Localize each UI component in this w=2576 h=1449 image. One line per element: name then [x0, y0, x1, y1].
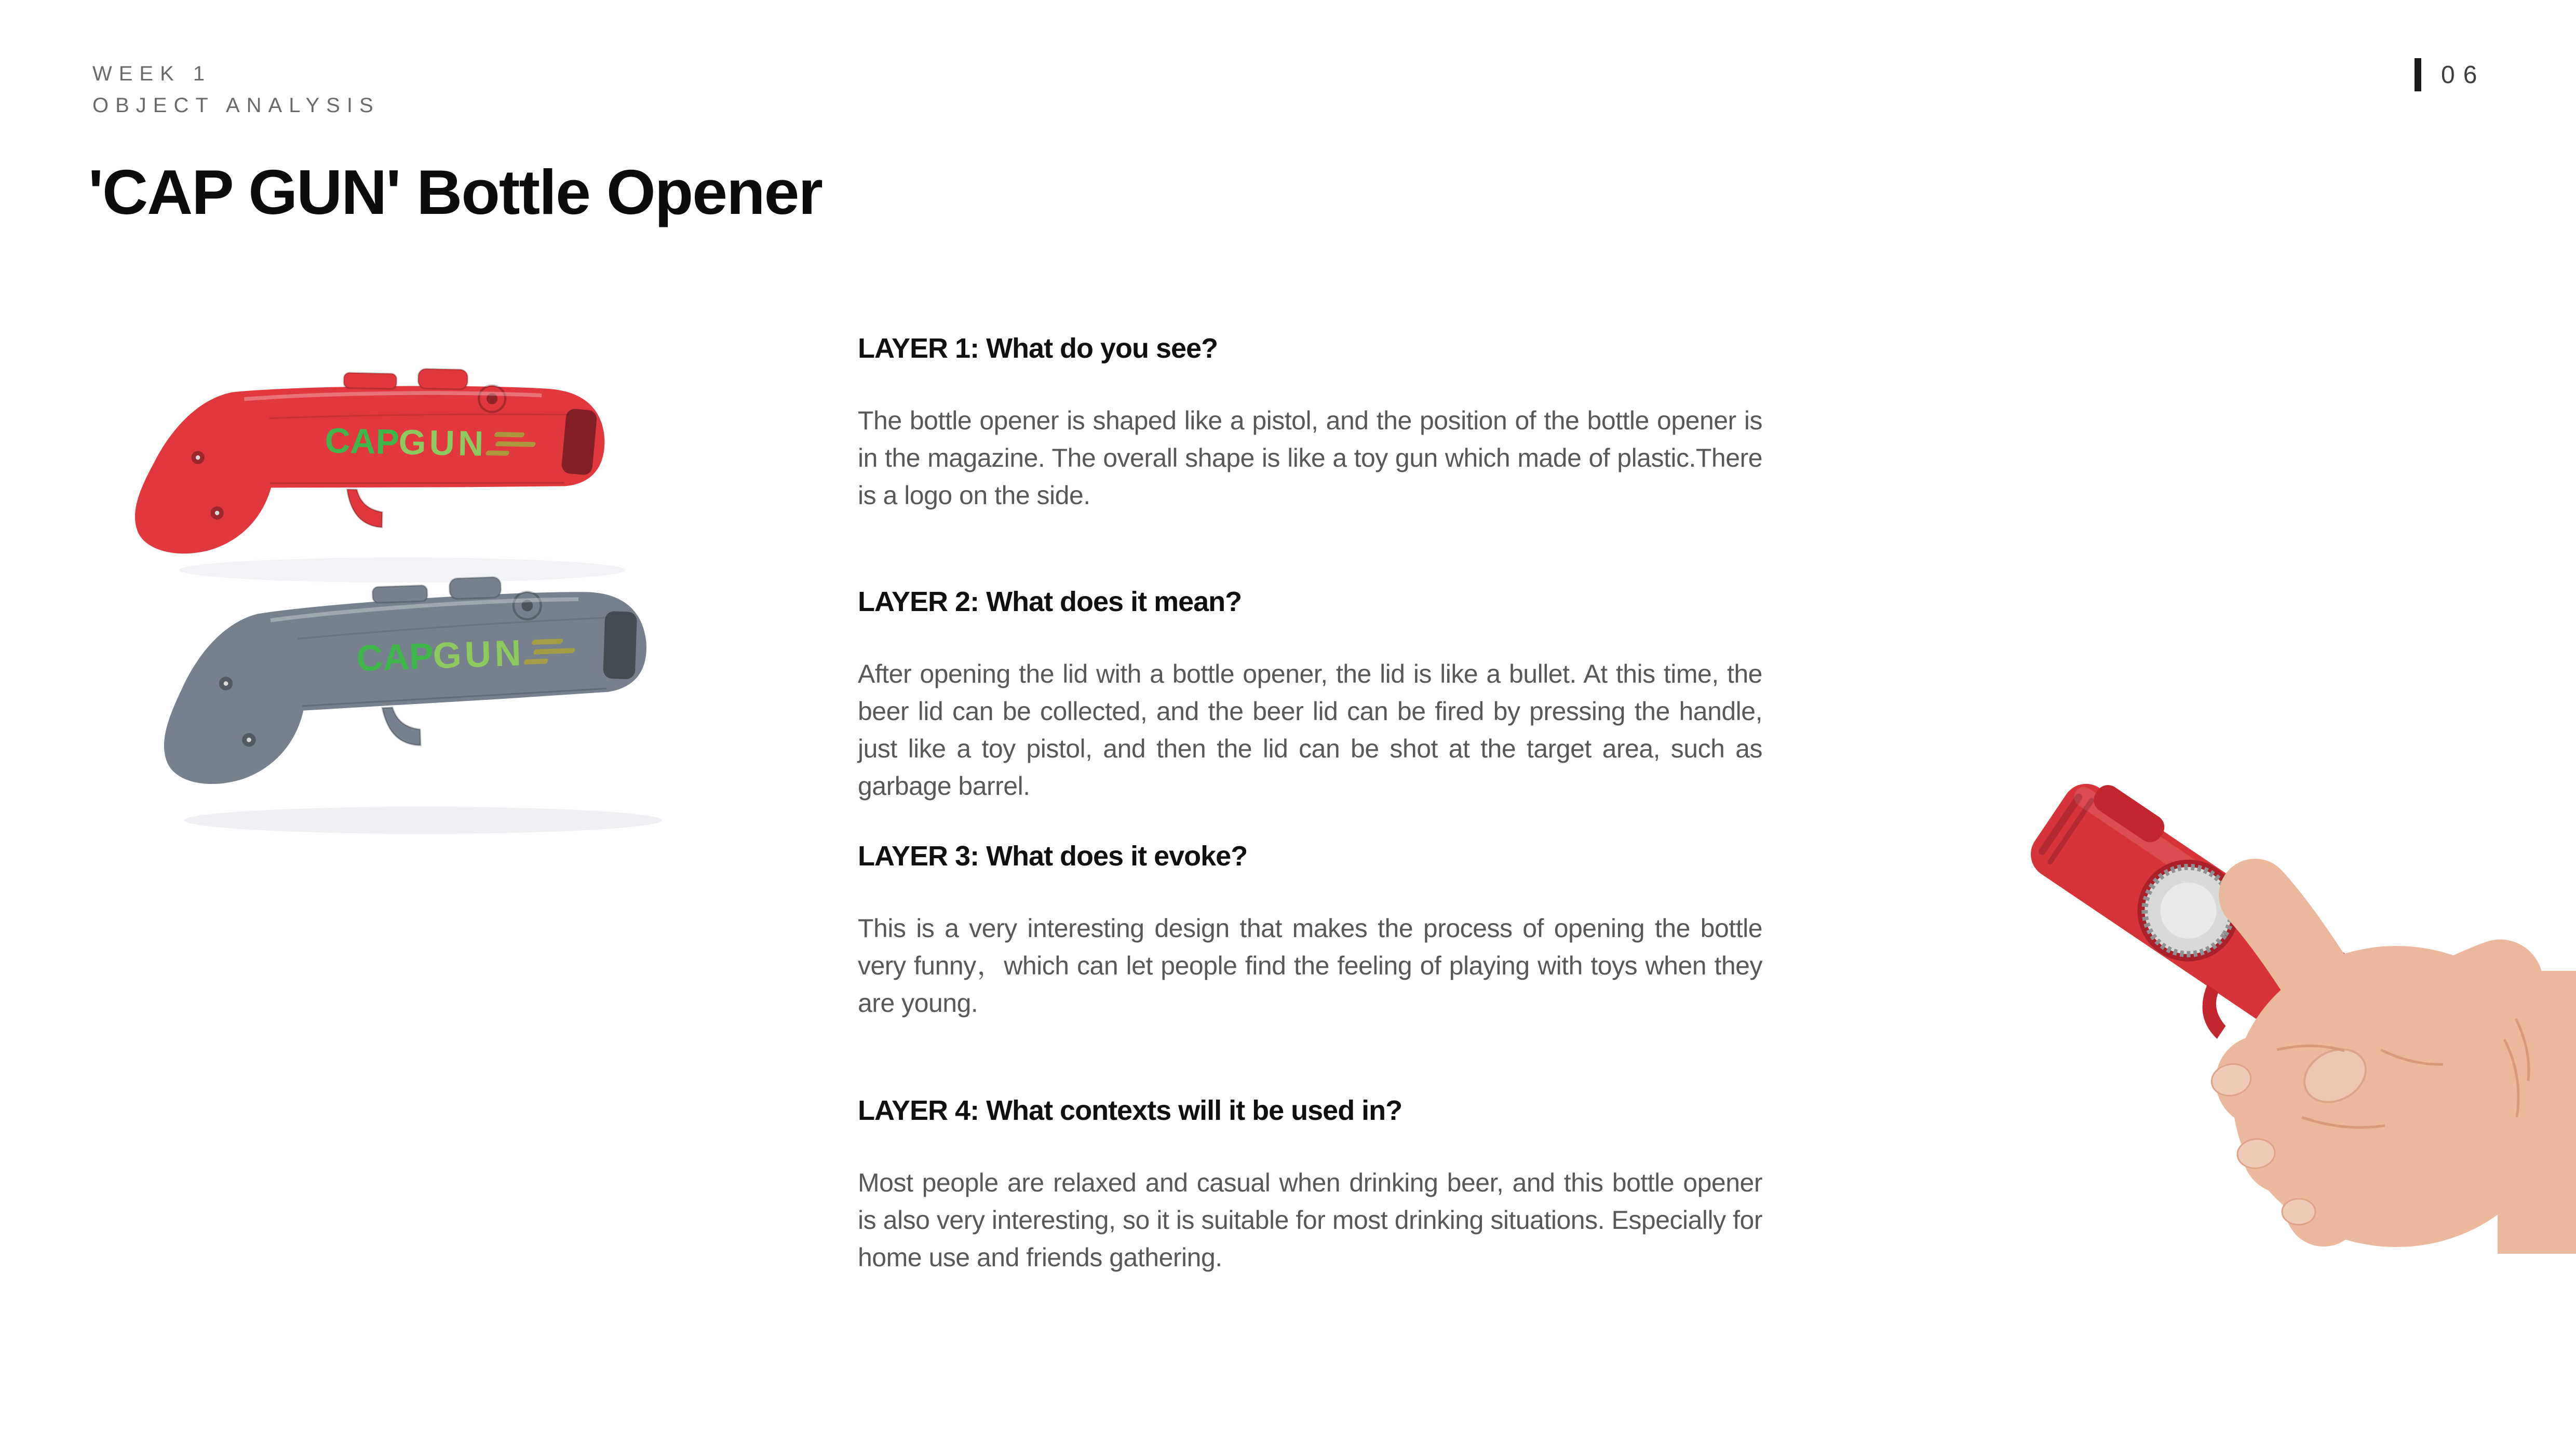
- eyebrow: [92, 58, 380, 121]
- section-body: Most people are relaxed and casual when drinking beer, and this bottle opener is also very interesting, so it is suitable for most drinking situations. Especially for home use and friends gathering.: [858, 1168, 1762, 1272]
- product-photo-svg: [101, 327, 761, 846]
- section-layer-1: [858, 332, 1762, 514]
- eyebrow-line2: OBJECT ANALYSIS: [92, 94, 380, 117]
- page-number-value: 06: [2441, 61, 2486, 89]
- page-number-separator-bar: [2415, 58, 2421, 91]
- section-body: This is a very interesting design that makes the process of opening the bottle very funny，which can let people find the feeling of playing with toys when they are young.: [858, 914, 1762, 1018]
- page-number: [2415, 58, 2485, 91]
- hand-photo-svg: [2017, 759, 2576, 1288]
- red-cap-gun-illustration: [134, 363, 606, 562]
- section-heading: LAYER 3: What does it evoke?: [858, 841, 1248, 872]
- shadow-gray-gun: [184, 807, 662, 834]
- product-photo: [101, 327, 761, 846]
- section-heading: LAYER 2: What does it mean?: [858, 586, 1242, 617]
- gray-cap-gun-illustration: [158, 572, 651, 786]
- section-heading: LAYER 1: What do you see?: [858, 333, 1218, 364]
- hand-illustration: [2209, 895, 2576, 1254]
- section-layer-2: [858, 586, 1762, 805]
- section-layer-4: [858, 1094, 1762, 1276]
- hand-photo: [2017, 759, 2576, 1288]
- fingernail-3: [2282, 1199, 2315, 1225]
- section-body: The bottle opener is shaped like a pistol, and the position of the bottle opener is in the magazine. The overall shape is like a toy gun which made of plastic.There is a logo on the side.: [858, 406, 1762, 510]
- section-heading: LAYER 4: What contexts will it be used in?: [858, 1095, 1402, 1126]
- section-body: After opening the lid with a bottle opener, the lid is like a bullet. At this time, the beer lid can be collected, and the beer lid can be fired by pressing the handle, just like a toy pistol, and then the lid can be shot at the target area, such as garbage barrel.: [858, 659, 1762, 801]
- eyebrow-line1: WEEK 1: [92, 62, 212, 85]
- section-layer-3: [858, 840, 1762, 1022]
- shadow-red-gun: [179, 558, 626, 583]
- page-title: 'CAP GUN' Bottle Opener: [88, 157, 822, 227]
